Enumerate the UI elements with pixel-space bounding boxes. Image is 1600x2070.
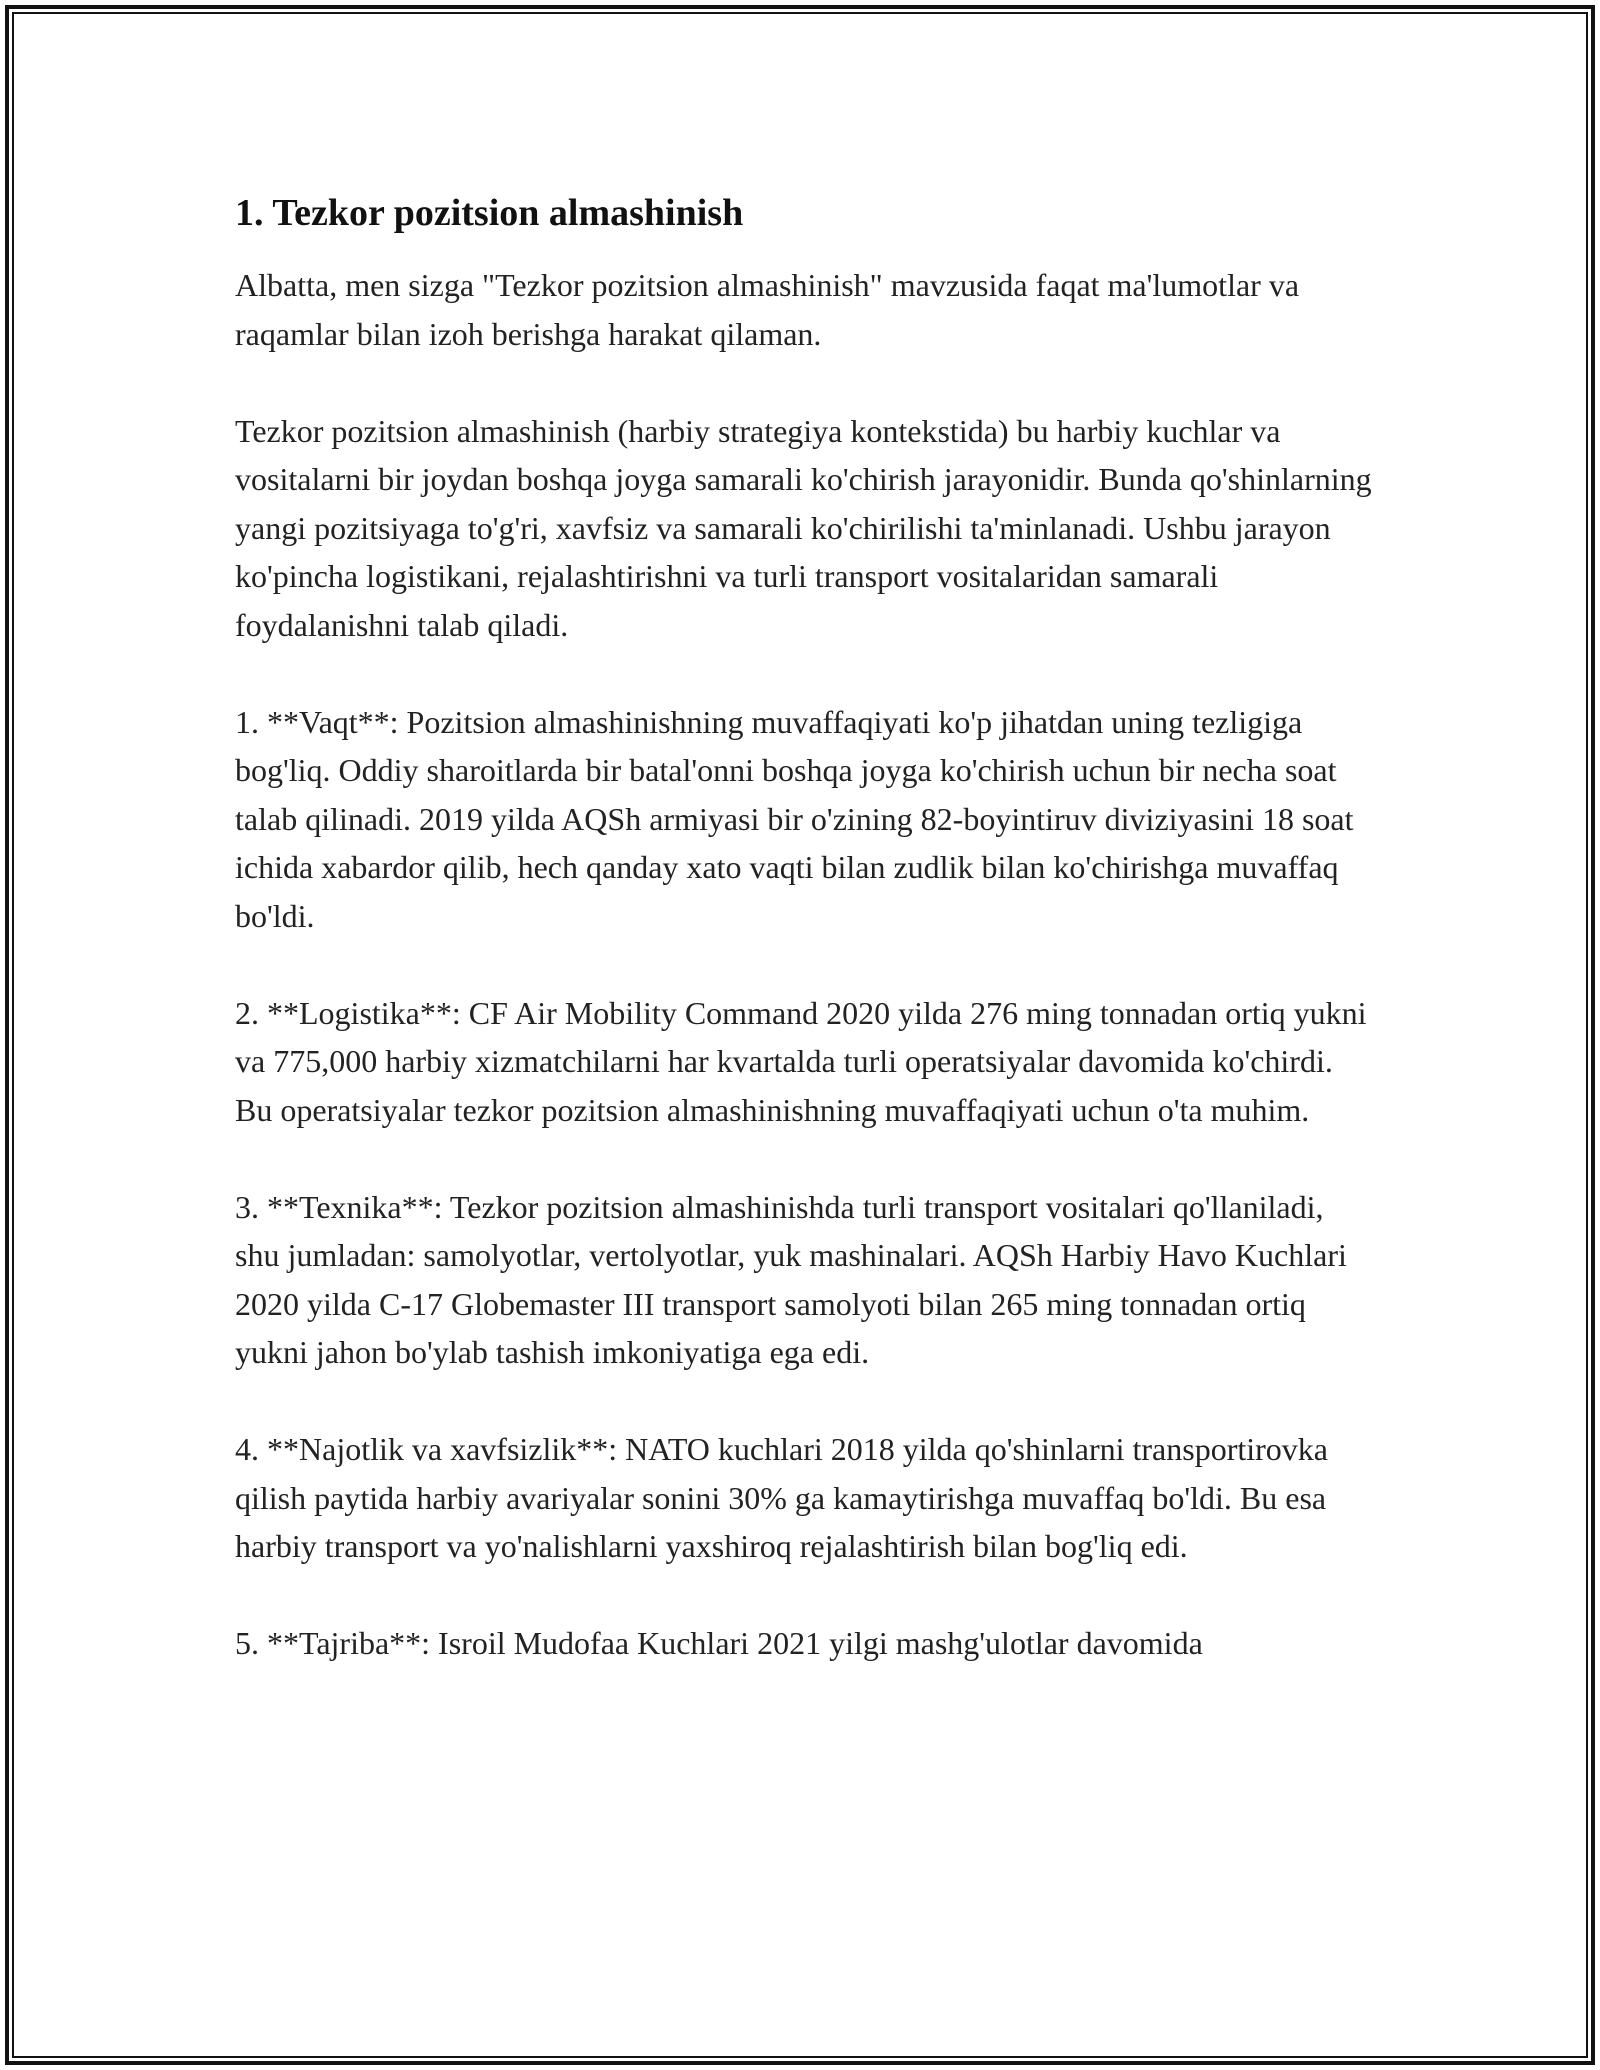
document-title: 1. Tezkor pozitsion almashinish bbox=[235, 192, 744, 234]
paragraph-item-2: 2. **Logistika**: CF Air Mobility Command 2020 yilda 276 ming tonnadan ortiq yukni va 775,000 harbiy xizmatchilarni har kvartalda turli operatsiyalar davomida ko'chirdi. Bu operatsiyalar tezkor pozitsion almashinishning muvaffaqiyati uchun o'ta muhim. bbox=[235, 994, 1367, 1128]
paragraph-item-5: 5. **Tajriba**: Isroil Mudofaa Kuchlari 2021 yilgi mashg'ulotlar davomida bbox=[235, 1625, 1203, 1661]
paragraph-item-4: 4. **Najotlik va xavfsizlik**: NATO kuchlari 2018 yilda qo'shinlarni transportirovka qilish paytida harbiy avariyalar sonini 30% ga kamaytirishga muvaffaq bo'ldi. Bu esa harbiy transport va yo'nalishlarni yaxshiroq rejalashtirish bilan bog'liq edi. bbox=[235, 1431, 1328, 1564]
paragraph-item-1: 1. **Vaqt**: Pozitsion almashinishning muvaffaqiyati ko'p jihatdan uning tezligiga bog'liq. Oddiy sharoitlarda bir batal'onni boshqa joyga ko'chirish uchun bir necha soat talab qilinadi. 2019 yilda AQSh armiyasi bir o'zining 82-boyintiruv diviziyasini 18 soat ichida xabardor qilib, hech qanday xato vaqti bilan zudlik bilan ko'chirishga muvaffaq bo'ldi. bbox=[235, 703, 1354, 934]
document-body bbox=[235, 185, 1375, 1668]
paragraph-intro: Albatta, men sizga "Tezkor pozitsion almashinish" mavzusida faqat ma'lumotlar va raqamlar bilan izoh berishga harakat qilaman. bbox=[235, 267, 1300, 352]
paragraph-definition: Tezkor pozitsion almashinish (harbiy strategiya kontekstida) bu harbiy kuchlar va vositalarni bir joydan boshqa joyga samarali ko'chirish jarayonidir. Bunda qo'shinlarning yangi pozitsiyaga to'g'ri, xavfsiz va samarali ko'chirilishi ta'minlanadi. Ushbu jarayon ko'pincha logistikani, rejalashtirishni va turli transport vositalaridan samarali foydalanishni talab qiladi. bbox=[235, 412, 1372, 643]
paragraph-item-3: 3. **Texnika**: Tezkor pozitsion almashinishda turli transport vositalari qo'llaniladi, shu jumladan: samolyotlar, vertolyotlar, yuk mashinalari. AQSh Harbiy Havo Kuchlari 2020 yilda C-17 Globemaster III transport samolyoti bilan 265 ming tonnadan ortiq yukni jahon bo'ylab tashish imkoniyatiga ega edi. bbox=[235, 1188, 1347, 1370]
